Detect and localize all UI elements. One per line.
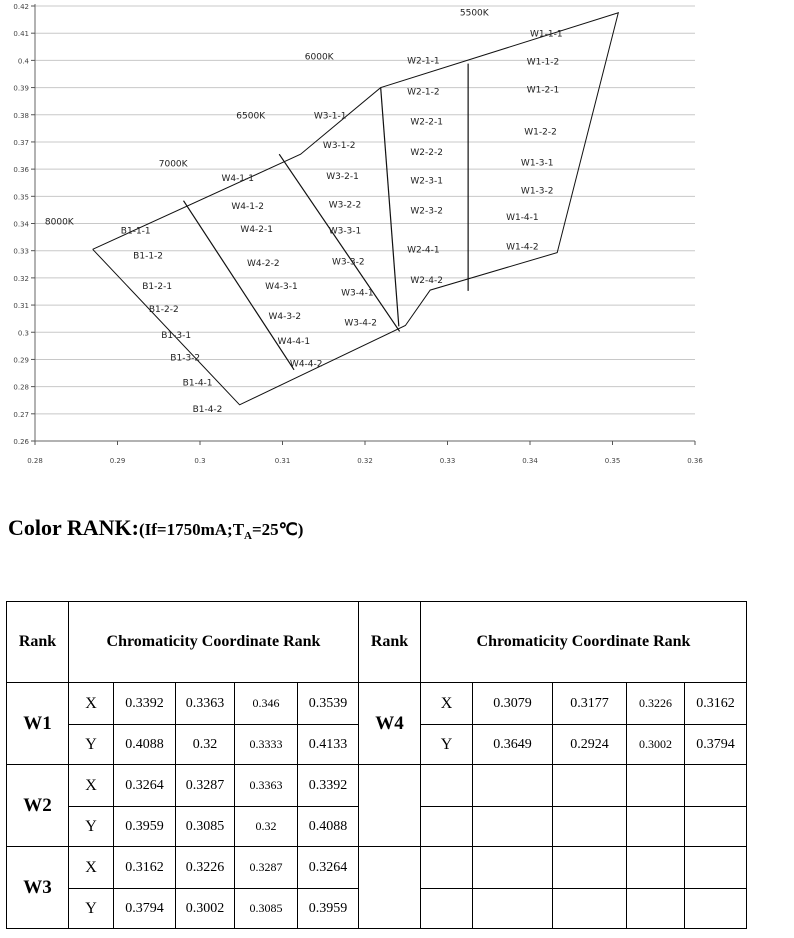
bin-label: W1-2-2 — [524, 127, 557, 138]
table-header-row — [7, 602, 747, 683]
bin-label: B1-4-2 — [192, 405, 223, 416]
empty-cell — [421, 847, 473, 889]
y-label: Y — [69, 807, 114, 847]
bin-label: W3-3-1 — [328, 226, 362, 237]
empty-cell — [473, 889, 553, 929]
bin-label: W4-1-1 — [221, 173, 255, 184]
table-cell: 0.3264 — [114, 765, 176, 807]
table-cell: 0.3002 — [176, 889, 235, 929]
table-cell: 0.4088 — [114, 725, 176, 765]
bin-label: W4-4-1 — [277, 336, 311, 347]
y-axis-ticks — [13, 3, 35, 446]
bin-label: W1-2-1 — [526, 85, 560, 96]
y-tick-label: 0.34 — [13, 220, 29, 229]
bin-label: W4-1-2 — [231, 202, 264, 213]
x-label: X — [69, 765, 114, 807]
empty-cell — [421, 807, 473, 847]
bin-label: W4-3-2 — [268, 311, 302, 322]
bin-label: W4-4-2 — [289, 359, 323, 370]
table-cell: 0.3333 — [235, 725, 298, 765]
empty-cell — [627, 807, 685, 847]
bin-label: W2-1-2 — [407, 87, 440, 98]
empty-cell — [421, 889, 473, 929]
empty-cell — [685, 807, 747, 847]
table-cell: 0.3794 — [114, 889, 176, 929]
table-cell: 0.3085 — [176, 807, 235, 847]
bin-label: B1-2-1 — [142, 281, 173, 292]
x-tick-label: 0.32 — [357, 457, 373, 465]
table-cell: 0.3287 — [235, 847, 298, 889]
table-cell: 0.4088 — [298, 807, 359, 847]
x-label: X — [69, 683, 114, 725]
y-tick-label: 0.33 — [13, 247, 29, 256]
empty-cell — [359, 765, 421, 847]
table-cell: 0.3162 — [685, 683, 747, 725]
table-cell: 0.3287 — [176, 765, 235, 807]
table-cell: 0.3363 — [235, 765, 298, 807]
y-tick-label: 0.29 — [13, 356, 29, 365]
table-row — [7, 765, 747, 807]
table-cell: 0.3002 — [627, 725, 685, 765]
y-tick-label: 0.4 — [17, 57, 29, 66]
empty-cell — [473, 807, 553, 847]
x-tick-label: 0.29 — [109, 457, 126, 465]
x-label: X — [421, 683, 473, 725]
bin-label: W1-1-2 — [526, 57, 560, 68]
bin-label: W2-4-1 — [407, 245, 440, 256]
y-label: Y — [69, 889, 114, 929]
bin-label: W2-1-1 — [407, 56, 440, 67]
bin-label: B1-1-1 — [120, 226, 151, 237]
table-cell: 0.32 — [176, 725, 235, 765]
table-cell: 0.3226 — [627, 683, 685, 725]
table-cell: 0.32 — [235, 807, 298, 847]
rank-boundary — [381, 88, 399, 327]
bin-label: W1-4-2 — [506, 242, 539, 253]
y-tick-label: 0.27 — [13, 410, 29, 419]
bin-label: W3-2-2 — [328, 200, 362, 211]
chromaticity-header: Chromaticity Coordinate Rank — [421, 602, 747, 683]
chromaticity-header: Chromaticity Coordinate Rank — [69, 602, 359, 683]
bin-label: W3-1-2 — [322, 141, 356, 152]
bin-label: W2-2-2 — [410, 147, 443, 158]
y-label: Y — [421, 725, 473, 765]
empty-cell — [421, 765, 473, 807]
bin-label: W4-2-1 — [240, 224, 274, 235]
bin-label: W1-1-1 — [530, 29, 563, 40]
y-label: Y — [69, 725, 114, 765]
bin-label: B1-3-1 — [161, 331, 192, 342]
table-row — [7, 847, 747, 889]
y-tick-label: 0.26 — [13, 438, 29, 446]
empty-cell — [359, 847, 421, 929]
y-tick-label: 0.32 — [13, 274, 29, 283]
rank-header: Rank — [359, 602, 421, 683]
empty-cell — [627, 889, 685, 929]
chart-grid — [35, 6, 695, 441]
bin-label: B1-2-2 — [148, 305, 179, 316]
bin-label: W3-3-2 — [332, 257, 365, 268]
table-cell: 0.3539 — [298, 683, 359, 725]
bin-label: W2-3-1 — [410, 176, 443, 187]
rank-label: W3 — [7, 847, 69, 929]
table-cell: 0.3959 — [298, 889, 359, 929]
bin-label: W2-3-2 — [410, 206, 443, 217]
bin-label: W4-2-2 — [247, 258, 280, 269]
table-cell: 0.3177 — [553, 683, 627, 725]
y-tick-label: 0.41 — [13, 30, 29, 39]
y-tick-label: 0.35 — [13, 193, 29, 202]
cct-label: 6500K — [236, 111, 266, 122]
bin-label: B1-1-2 — [133, 251, 164, 262]
x-label: X — [69, 847, 114, 889]
y-tick-label: 0.38 — [13, 111, 29, 120]
y-tick-label: 0.37 — [13, 138, 29, 147]
table-cell: 0.3363 — [176, 683, 235, 725]
heading-subscript: A — [244, 530, 252, 543]
cct-label: 8000K — [44, 217, 74, 228]
x-tick-label: 0.36 — [687, 457, 703, 465]
table-cell: 0.3085 — [235, 889, 298, 929]
table-cell: 0.4133 — [298, 725, 359, 765]
y-tick-label: 0.31 — [13, 302, 29, 311]
bin-label: W1-3-2 — [520, 186, 554, 197]
rank-label: W2 — [7, 765, 69, 847]
bin-label: W2-2-1 — [410, 117, 443, 128]
y-tick-label: 0.3 — [17, 329, 29, 338]
table-cell: 0.3226 — [176, 847, 235, 889]
bin-label: W4-3-1 — [265, 282, 298, 293]
cct-label: 7000K — [158, 159, 188, 170]
color-rank-heading — [8, 515, 303, 542]
empty-cell — [553, 807, 627, 847]
table-cell: 0.346 — [235, 683, 298, 725]
bin-label: W3-1-1 — [313, 111, 347, 122]
x-tick-label: 0.33 — [439, 457, 456, 465]
empty-cell — [473, 765, 553, 807]
bin-label: W2-4-2 — [410, 275, 443, 286]
table-row — [7, 683, 747, 725]
chromaticity-rank-table — [6, 601, 747, 929]
table-cell: 0.3649 — [473, 725, 553, 765]
empty-cell — [685, 765, 747, 807]
bin-label: W3-4-2 — [344, 318, 377, 329]
table-cell: 0.3392 — [298, 765, 359, 807]
empty-cell — [685, 847, 747, 889]
cct-label: 6000K — [304, 52, 334, 63]
x-tick-label: 0.31 — [274, 457, 291, 465]
table-cell: 0.3264 — [298, 847, 359, 889]
x-tick-label: 0.28 — [27, 457, 43, 465]
bin-label: W1-4-1 — [506, 212, 539, 223]
rank-label: W4 — [359, 683, 421, 765]
x-tick-label: 0.35 — [604, 457, 621, 465]
y-tick-label: 0.28 — [13, 383, 29, 392]
rank-label: W1 — [7, 683, 69, 765]
bin-label: B1-4-1 — [182, 378, 213, 389]
table-cell: 0.3162 — [114, 847, 176, 889]
rank-header: Rank — [7, 602, 69, 683]
plot-frame — [35, 4, 695, 441]
bin-label: W3-2-1 — [326, 172, 359, 183]
table-cell: 0.2924 — [553, 725, 627, 765]
table-cell: 0.3079 — [473, 683, 553, 725]
bin-label: W1-3-1 — [520, 158, 554, 169]
y-tick-label: 0.36 — [13, 166, 29, 175]
y-tick-label: 0.42 — [13, 3, 29, 11]
empty-cell — [553, 847, 627, 889]
table-cell: 0.3392 — [114, 683, 176, 725]
cct-label: 5500K — [459, 8, 489, 19]
empty-cell — [627, 765, 685, 807]
y-tick-label: 0.39 — [13, 84, 29, 93]
bin-label: W3-4-1 — [341, 288, 374, 299]
empty-cell — [553, 765, 627, 807]
heading-main: Color RANK: — [8, 515, 139, 540]
empty-cell — [553, 889, 627, 929]
heading-condition: (If=1750mA;T — [138, 520, 245, 539]
x-tick-label: 0.34 — [522, 457, 538, 465]
x-tick-label: 0.3 — [194, 457, 206, 465]
heading-condition-end: =25℃) — [252, 520, 304, 539]
empty-cell — [627, 847, 685, 889]
table-cell: 0.3794 — [685, 725, 747, 765]
x-axis-ticks — [27, 441, 703, 465]
empty-cell — [473, 847, 553, 889]
table-cell: 0.3959 — [114, 807, 176, 847]
empty-cell — [685, 889, 747, 929]
bin-label: B1-3-2 — [170, 353, 201, 364]
